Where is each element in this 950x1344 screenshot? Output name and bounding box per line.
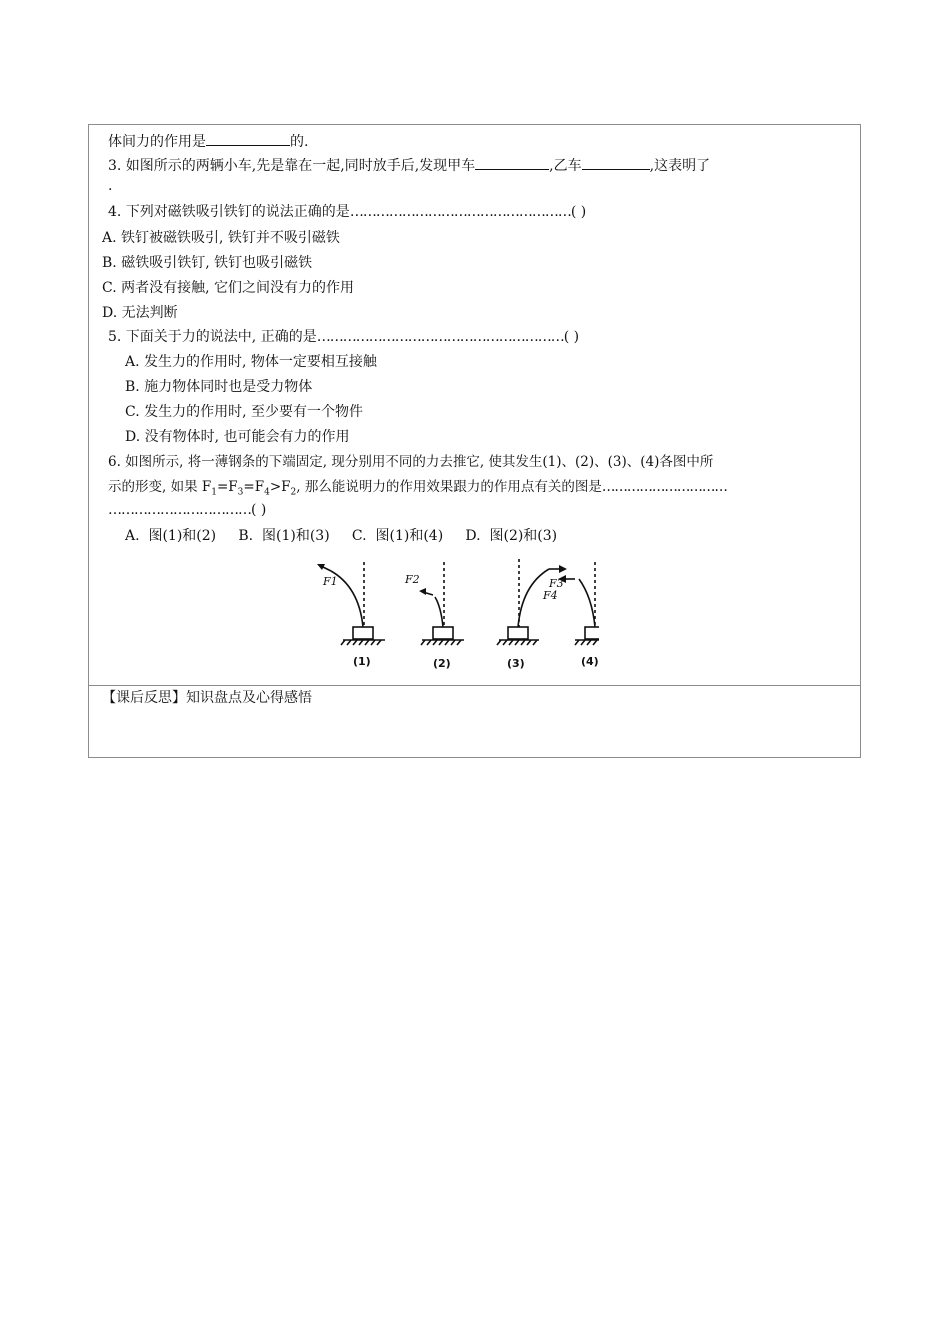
steel-strip-figure (309, 557, 599, 677)
text: 示的形变, 如果 F (108, 479, 212, 495)
question-6-options: A. 图(1)和(2) B. 图(1)和(3) C. 图(1)和(4) D. 图(2)和(3) (125, 528, 558, 544)
caption-4: (4) (581, 655, 599, 668)
question-4-option-c: C. 两者没有接触, 它们之间没有力的作用 (102, 280, 355, 296)
question-3-text: 3. 如图所示的两辆小车,先是靠在一起,同时放手后,发现甲车 (108, 158, 476, 174)
force-label-f4: F4 (543, 589, 558, 602)
arrowhead-3 (559, 565, 567, 573)
answer-blank[interactable] (582, 155, 650, 170)
clamp-block-4 (585, 627, 599, 639)
question-6-line-2 (108, 478, 727, 496)
text: , 那么能说明力的作用效果跟力的作用点有关的图是 (296, 479, 602, 495)
steel-strip-diagram (309, 557, 599, 677)
text: =F (216, 479, 238, 495)
line-previous-question-end (108, 131, 308, 151)
question-5-text: 5. 下面关于力的说法中, 正确的是 (108, 329, 317, 345)
question-5-option-b: B. 施力物体同时也是受力物体 (125, 379, 313, 395)
bent-strip-2 (435, 597, 443, 627)
text: 的. (290, 134, 309, 150)
subscript: 2 (290, 487, 297, 498)
question-5-option-c: C. 发生力的作用时, 至少要有一个物件 (125, 404, 364, 420)
force-label-f3: F3 (549, 577, 564, 590)
force-label-f2: F2 (405, 573, 420, 586)
subscript: 3 (237, 487, 244, 498)
after-class-reflection: 【课后反思】知识盘点及心得感悟 (102, 690, 312, 706)
answer-parens[interactable]: ( ) (563, 329, 580, 345)
answer-parens[interactable]: ( ) (251, 502, 267, 518)
clamp-block-1 (353, 627, 373, 639)
question-4-option-a: A. 铁钉被磁铁吸引, 铁钉并不吸引磁铁 (102, 230, 340, 246)
worksheet-table (88, 124, 861, 758)
arrowhead-2 (419, 588, 426, 595)
question-4-stem (108, 203, 586, 221)
question-6-line-3 (108, 501, 266, 519)
text: >F (269, 479, 291, 495)
leader-dots: ………………………………………………… (316, 329, 564, 345)
answer-blank[interactable] (475, 155, 549, 170)
question-5-option-a: A. 发生力的作用时, 物体一定要相互接触 (125, 354, 377, 370)
question-4-text: 4. 下列对磁铁吸引铁钉的说法正确的是 (108, 204, 350, 220)
caption-1: (1) (353, 655, 371, 668)
caption-3: (3) (507, 657, 525, 670)
question-4-option-b: B. 磁铁吸引铁钉, 铁钉也吸引磁铁 (102, 255, 313, 271)
text: =F (243, 479, 265, 495)
force-label-f1: F1 (323, 575, 338, 588)
caption-2: (2) (433, 657, 451, 670)
clamp-block-3 (508, 627, 528, 639)
text: 体间力的作用是 (108, 134, 206, 150)
leader-dots: …………………………… (108, 502, 251, 518)
answer-parens[interactable]: ( ) (570, 204, 587, 220)
question-3 (108, 155, 710, 175)
table-row-divider (89, 685, 860, 686)
clamp-block-2 (433, 627, 453, 639)
subscript: 4 (264, 487, 270, 498)
leader-dots: ………………………… (601, 479, 727, 495)
subscript: 1 (211, 487, 217, 498)
bent-strip-4 (579, 579, 595, 627)
question-5-stem (108, 328, 579, 346)
answer-blank[interactable] (206, 131, 290, 146)
leader-dots: …………………………………………… (349, 204, 571, 220)
question-3-end: . (108, 178, 113, 194)
question-5-option-d: D. 没有物体时, 也可能会有力的作用 (125, 429, 350, 445)
question-4-option-d: D. 无法判断 (102, 305, 178, 321)
question-3-text: ,这表明了 (649, 158, 711, 174)
question-3-text: ,乙车 (549, 158, 582, 174)
question-6-line-1: 6. 如图所示, 将一薄钢条的下端固定, 现分别用不同的力去推它, 使其发生(1)、(2)、(3)、(4)各图中所 (108, 454, 714, 470)
